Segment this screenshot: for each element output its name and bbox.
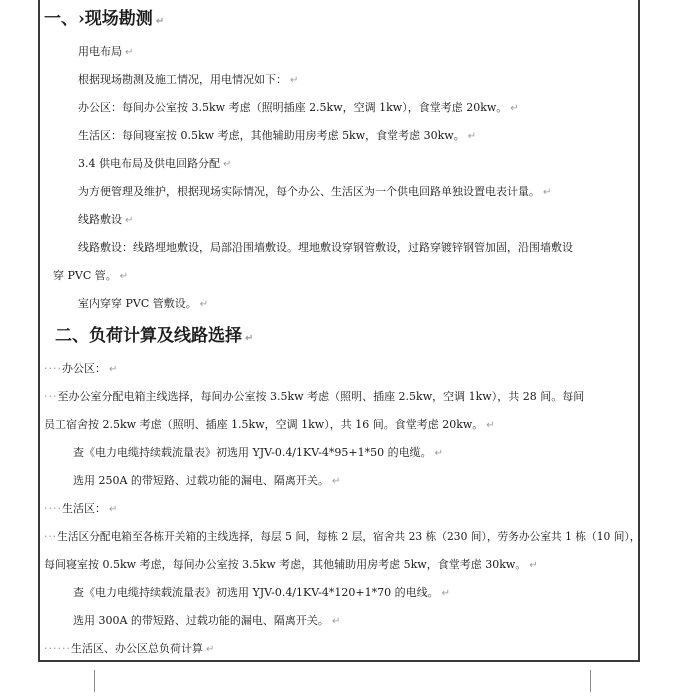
paragraph-usage-intro: 根据现场勘测及施工情况，用电情况如下： ↵ bbox=[78, 73, 299, 86]
paragraph-office-switch: 选用 250A 的带短路、过载功能的漏电、隔离开关。 ↵ bbox=[73, 474, 341, 487]
page-corner-mark-right bbox=[590, 670, 611, 692]
section-heading-load-calc: 二、负荷计算及线路选择 ↵ bbox=[55, 326, 254, 346]
paragraph-office-subheading: ····办公区： ↵ bbox=[44, 362, 118, 375]
paragraph-office-main-line-cont: 员工宿舍按 2.5kw 考虑（照明、插座 1.5kw，空调 1kw），共 16 间。食堂考虑 20kw。 ↵ bbox=[44, 418, 495, 431]
paragraph-living-subheading: ····生活区： ↵ bbox=[44, 502, 118, 515]
paragraph-metering: 为方便管理及维护，根据现场实际情况，每个办公、生活区为一个供电回路单独设置电表计量。 ↵ bbox=[78, 185, 552, 198]
paragraph-living-main-line: ···生活区分配电箱至各栋开关箱的主线选择，每层 5 间，每栋 2 层，宿舍共 23 栋（230 间），劳务办公室共 1 栋（10 间）， bbox=[44, 530, 641, 543]
paragraph-wiring-heading: 线路敷设 ↵ bbox=[78, 213, 134, 226]
paragraph-living-switch: 选用 300A 的带短路、过载功能的漏电、隔离开关。 ↵ bbox=[73, 614, 341, 627]
paragraph-office-main-line: ···至办公室分配电箱主线选择，每间办公室按 3.5kw 考虑（照明、插座 2.5kw，空调 1kw），共 28 间。每间 bbox=[44, 390, 585, 403]
paragraph-power-layout: 用电布局 ↵ bbox=[78, 45, 134, 58]
paragraph-indoor-wiring: 室内穿穿 PVC 管敷设。 ↵ bbox=[78, 297, 209, 310]
paragraph-office-area: 办公区：每间办公室按 3.5kw 考虑（照明插座 2.5kw，空调 1kw），食堂考虑 20kw。 ↵ bbox=[78, 101, 519, 114]
paragraph-office-cable: 查《电力电缆持续载流量表》初选用 YJV-0.4/1KV-4*95+1*50 的电缆。 ↵ bbox=[73, 446, 443, 459]
page-corner-mark-left bbox=[74, 670, 95, 692]
paragraph-total-load: ······生活区、办公区总负荷计算 ↵ bbox=[44, 642, 215, 655]
paragraph-living-area: 生活区：每间寝室按 0.5kw 考虑，其他辅助用房考虑 5kw，食堂考虑 30kw。 ↵ bbox=[78, 129, 477, 142]
paragraph-living-main-line-cont: 每间寝室按 0.5kw 考虑，每间办公室按 3.5kw 考虑，其他辅助用房考虑 5kw，食堂考虑 30kw。 ↵ bbox=[44, 558, 538, 571]
paragraph-wiring-detail-cont: 穿 PVC 管。 ↵ bbox=[53, 269, 129, 282]
paragraph-living-cable: 查《电力电缆持续载流量表》初选用 YJV-0.4/1KV-4*120+1*70 的电线。 ↵ bbox=[73, 586, 450, 599]
paragraph-wiring-detail: 线路敷设：线路埋地敷设，局部沿围墙敷设。埋地敷设穿钢管敷设，过路穿镀锌钢管加固，沿围墙敷设 bbox=[78, 241, 573, 254]
section-heading-site-survey: 一、›现场勘测 ↵ bbox=[44, 9, 165, 29]
paragraph-supply-layout-heading: 3.4 供电布局及供电回路分配 ↵ bbox=[78, 157, 232, 170]
